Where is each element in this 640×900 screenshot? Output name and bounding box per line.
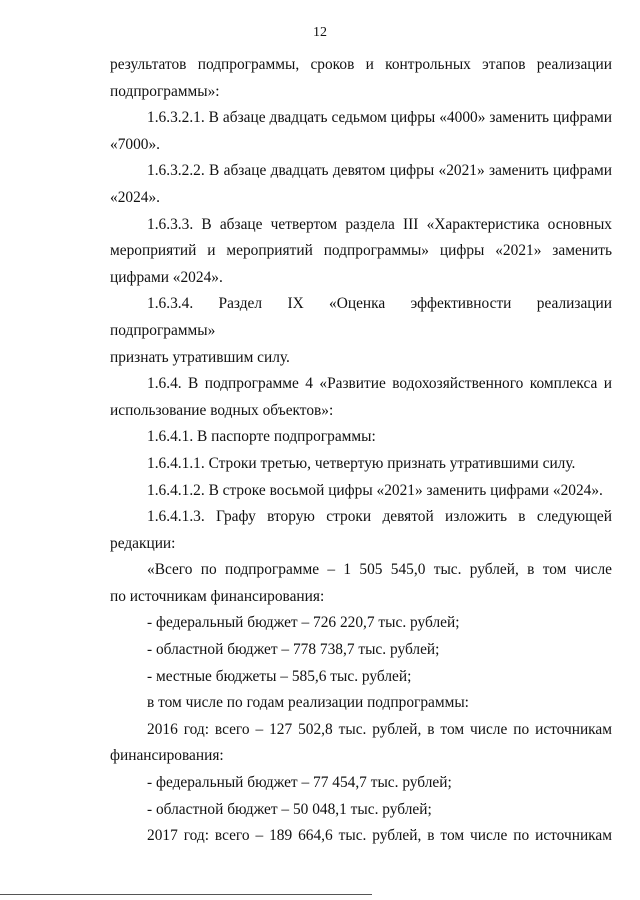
paragraph bbox=[110, 478, 612, 505]
page-number: 12 bbox=[313, 25, 327, 40]
paragraph bbox=[110, 451, 612, 478]
paragraph bbox=[110, 504, 612, 557]
text-line: «Всего по подпрограмме – 1 505 545,0 тыс. рублей, в том числе bbox=[147, 561, 612, 579]
page-bottom-rule bbox=[0, 894, 372, 895]
list-item bbox=[110, 637, 612, 664]
text-line: - федеральный бюджет – 77 454,7 тыс. рублей; bbox=[147, 774, 452, 792]
list-item bbox=[110, 770, 612, 797]
text-line: 2016 год: всего – 127 502,8 тыс. рублей, в том числе по источникам bbox=[147, 720, 612, 738]
list-item bbox=[110, 664, 612, 691]
paragraph bbox=[110, 717, 612, 770]
text-line: 1.6.4.1.2. В строке восьмой цифры «2021» заменить цифрами «2024». bbox=[147, 481, 603, 499]
text-line: подпрограммы»: bbox=[110, 82, 220, 100]
list-item bbox=[110, 610, 612, 637]
text-line: - федеральный бюджет – 726 220,7 тыс. рублей; bbox=[147, 614, 460, 632]
paragraph bbox=[110, 424, 612, 451]
text-line: использование водных объектов»: bbox=[110, 401, 334, 419]
text-line: по источникам финансирования: bbox=[110, 587, 325, 605]
text-line: - областной бюджет – 50 048,1 тыс. рублей; bbox=[147, 800, 432, 818]
paragraph bbox=[110, 823, 612, 850]
text-line: признать утратившим силу. bbox=[110, 348, 290, 366]
paragraph bbox=[110, 291, 612, 371]
paragraph bbox=[110, 371, 612, 424]
text-line: - местные бюджеты – 585,6 тыс. рублей; bbox=[147, 667, 412, 685]
text-line: 1.6.3.3. В абзаце четвертом раздела III «Характеристика основных bbox=[147, 215, 612, 233]
paragraph bbox=[110, 158, 612, 211]
text-line: «7000». bbox=[110, 135, 161, 153]
paragraph bbox=[110, 690, 612, 717]
text-line: редакции: bbox=[110, 534, 176, 552]
text-line: цифрами «2024». bbox=[110, 268, 223, 286]
paragraph bbox=[110, 557, 612, 610]
text-line: 1.6.4.1.1. Строки третью, четвертую признать утратившими силу. bbox=[147, 454, 576, 472]
text-line: 1.6.3.2.2. В абзаце двадцать девятом цифры «2021» заменить цифрами bbox=[147, 162, 612, 180]
paragraph bbox=[110, 212, 612, 292]
text-line: - областной бюджет – 778 738,7 тыс. рублей; bbox=[147, 641, 440, 659]
text-line: мероприятий и мероприятий подпрограммы» цифры «2021» заменить bbox=[110, 242, 612, 260]
text-line: 1.6.4. В подпрограмме 4 «Развитие водохозяйственного комплекса и bbox=[147, 375, 612, 393]
text-line: в том числе по годам реализации подпрограммы: bbox=[147, 694, 469, 712]
list-item bbox=[110, 797, 612, 824]
document-body bbox=[110, 52, 612, 850]
text-line: финансирования: bbox=[110, 747, 224, 765]
text-line: 2017 год: всего – 189 664,6 тыс. рублей, в том числе по источникам bbox=[147, 827, 612, 845]
paragraph bbox=[110, 105, 612, 158]
text-line: «2024». bbox=[110, 188, 161, 206]
text-line: 1.6.4.1.3. Графу вторую строки девятой изложить в следующей bbox=[147, 508, 612, 526]
text-line: 1.6.3.4. Раздел IX «Оценка эффективности реализации подпрограммы» bbox=[110, 295, 612, 339]
text-line: результатов подпрограммы, сроков и контрольных этапов реализации bbox=[110, 56, 612, 73]
paragraph bbox=[110, 52, 612, 105]
text-line: 1.6.3.2.1. В абзаце двадцать седьмом цифры «4000» заменить цифрами bbox=[147, 109, 612, 127]
text-line: 1.6.4.1. В паспорте подпрограммы: bbox=[147, 428, 376, 446]
